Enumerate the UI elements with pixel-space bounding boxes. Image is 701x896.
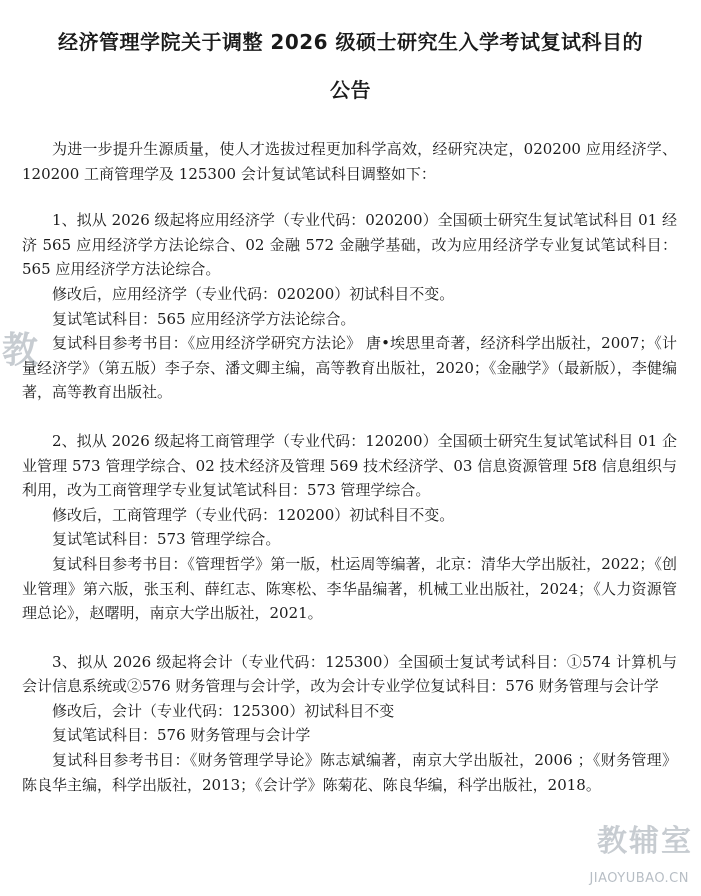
section-unchanged-note: 修改后，工商管理学（专业代码：120200）初试科目不变。: [52, 505, 455, 524]
section-applied-economics: [22, 208, 677, 405]
section-business-management: [22, 429, 677, 626]
watermark-url: JIAOYUBAO.CN: [589, 871, 689, 886]
section-reference-books: 复试科目参考书目：《应用经济学研究方法论》 唐•埃思里奇著，经济科学出版社，2007；《计量经济学》（第五版）李子奈、潘文卿主编，高等教育出版社，2020；《金融学》（最新版），李健编著，高等教育出版社。: [22, 334, 677, 402]
intro-paragraph: 为进一步提升生源质量，使人才选拔过程更加科学高效，经研究决定，020200 应用经济学、120200 工商管理学及 125300 会计复试笔试科目调整如下：: [22, 140, 677, 183]
section-main-text: 3、拟从 2026 级起将会计（专业代码：125300）全国硕士复试考试科目：①574 计算机与会计信息系统或②576 财务管理与会计学，改为会计专业学位复试科目：576 财务管理与会计学: [22, 652, 677, 696]
section-reference-books: 复试科目参考书目：《管理哲学》第一版，杜运周等编著，北京：清华大学出版社，2022；《创业管理》第六版，张玉利、薛红志、陈寒松、李华晶编著，机械工业出版社，2024；《人力资源管理总论》，赵曙明，南京大学出版社，2021。: [22, 554, 677, 623]
section-exam-subject: 复试笔试科目：576 财务管理与会计学: [52, 726, 311, 745]
spacer: [22, 405, 677, 429]
section-exam-subject: 复试笔试科目：565 应用经济学方法论综合。: [52, 309, 356, 328]
announcement-title-line2: 公告: [330, 78, 371, 102]
announcement-body: [22, 137, 677, 797]
section-exam-subject: 复试笔试科目：573 管理学综合。: [52, 530, 281, 549]
section-unchanged-note: 修改后，会计（专业代码：125300）初试科目不变: [52, 701, 395, 720]
section-main-text: 1、拟从 2026 级起将应用经济学（专业代码：020200）全国硕士研究生复试笔试科目 01 经济 565 应用经济学方法论综合、02 金融 572 金融学基础，改为应用经济学专业复试笔试科目：565 应用经济学方法论综合。: [22, 211, 677, 279]
section-reference-books: 复试科目参考书目：《财务管理学导论》陈志斌编著，南京大学出版社，2006 ；《财务管理》陈良华主编，科学出版社，2013；《会计学》陈菊花、陈良华编，科学出版社，2018。: [22, 751, 677, 794]
section-accounting: [22, 650, 677, 798]
announcement-title-line1: 经济管理学院关于调整 2026 级硕士研究生入学考试复试科目的: [57, 30, 644, 54]
watermark-logo-left: 教: [2, 330, 41, 371]
spacer: [22, 626, 677, 650]
section-main-text: 2、拟从 2026 级起将工商管理学（专业代码：120200）全国硕士研究生复试笔试科目 01 企业管理 573 管理学综合、02 技术经济及管理 569 技术经济学、03 信息资源管理 5f8 信息组织与利用，改为工商管理学专业复试笔试科目：573 管理学综合。: [22, 431, 677, 500]
watermark-logo-bottom-right: 教辅室: [597, 824, 693, 859]
spacer: [22, 186, 677, 208]
section-unchanged-note: 修改后，应用经济学（专业代码：020200）初试科目不变。: [52, 284, 455, 303]
